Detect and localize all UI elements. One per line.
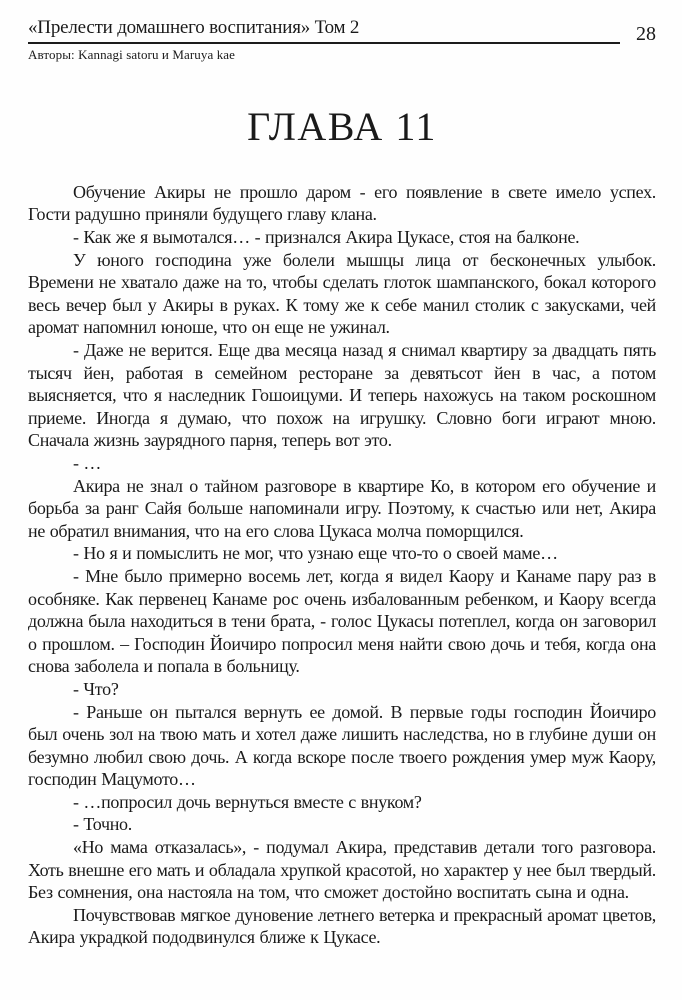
paragraph: - Но я и помыслить не мог, что узнаю еще что-то о своей маме… <box>73 543 558 564</box>
paragraph: - Раньше он пытался вернуть ее домой. В первые годы господин Йоичиро был очень зол на твою мать и хотел даже лишить наследства, но в глубине души он безумно любил свою дочь. А когда вскоре после твоего рождения умер муж Каору, господин Мацумото… <box>28 701 656 790</box>
paragraph: Почувствовав мягкое дуновение летнего ветерка и прекрасный аромат цветов, Акира украдкой пододвинулся ближе к Цукасе. <box>28 904 656 948</box>
paragraph: Обучение Акиры не прошло даром - его появление в свете имело успех. Гости радушно приняли будущего главу клана. <box>28 181 656 225</box>
paragraph: «Но мама отказалась», - подумал Акира, представив детали того разговора. Хоть внешне его мать и обладала хрупкой красотой, но характер у нее был твердый. Без сомнения, она настояла на том, что сможет достойно воспитать сына и одна. <box>28 837 656 903</box>
authors-line: Авторы: Kannagi satoru и Maruya kae <box>28 46 236 62</box>
paragraph: У юного господина уже болели мышцы лица от бесконечных улыбок. Времени не хватало даже на то, чтобы сделать глоток шампанского, бокал которого весь вечер был у Акиры в руках. К тому же к себе манил столик с закусками, чей аромат напомнил юноше, что он еще не ужинал. <box>28 249 656 338</box>
paragraph: - Что? <box>73 678 119 699</box>
page-number: 28 <box>636 22 656 45</box>
book-title: «Прелести домашнего воспитания» Том 2 <box>28 17 620 44</box>
paragraph: - Мне было примерно восемь лет, когда я видел Каору и Канаме пару раз в особняке. Как первенец Канаме рос очень избалованным ребенком, и Каору всегда должна была находиться в тени брата, - голос Цукасы потеплел, когда он заговорил о прошлом. – Господин Йоичиро попросил меня найти свою дочь и тебя, когда она снова заболела и попала в больницу. <box>28 565 656 677</box>
page-header <box>28 17 656 44</box>
paragraph: - …попросил дочь вернуться вместе с внуком? <box>73 791 422 812</box>
paragraph: - Как же я вымотался… - признался Акира Цукасе, стоя на балконе. <box>73 227 580 248</box>
chapter-body <box>28 181 656 949</box>
chapter-title: ГЛАВА 11 <box>247 103 437 149</box>
paragraph: - Точно. <box>73 814 132 835</box>
paragraph: Акира не знал о тайном разговоре в квартире Ко, в котором его обучение и борьба за ранг Сайя больше напоминали игру. Поэтому, к счастью или нет, Акира не обратил внимания, что на его слова Цукаса молча поморщился. <box>28 475 656 541</box>
paragraph: - Даже не верится. Еще два месяца назад я снимал квартиру за двадцать пять тысяч йен, работая в семейном ресторане за девятьсот йен в час, а потом выясняется, что я наследник Гошоицуми. И теперь нахожусь на таком роскошном приеме. Иногда я думаю, что похож на игрушку. Словно боги играют мною. Сначала жизнь заурядного парня, теперь вот это. <box>28 340 656 451</box>
paragraph: - … <box>73 452 102 473</box>
